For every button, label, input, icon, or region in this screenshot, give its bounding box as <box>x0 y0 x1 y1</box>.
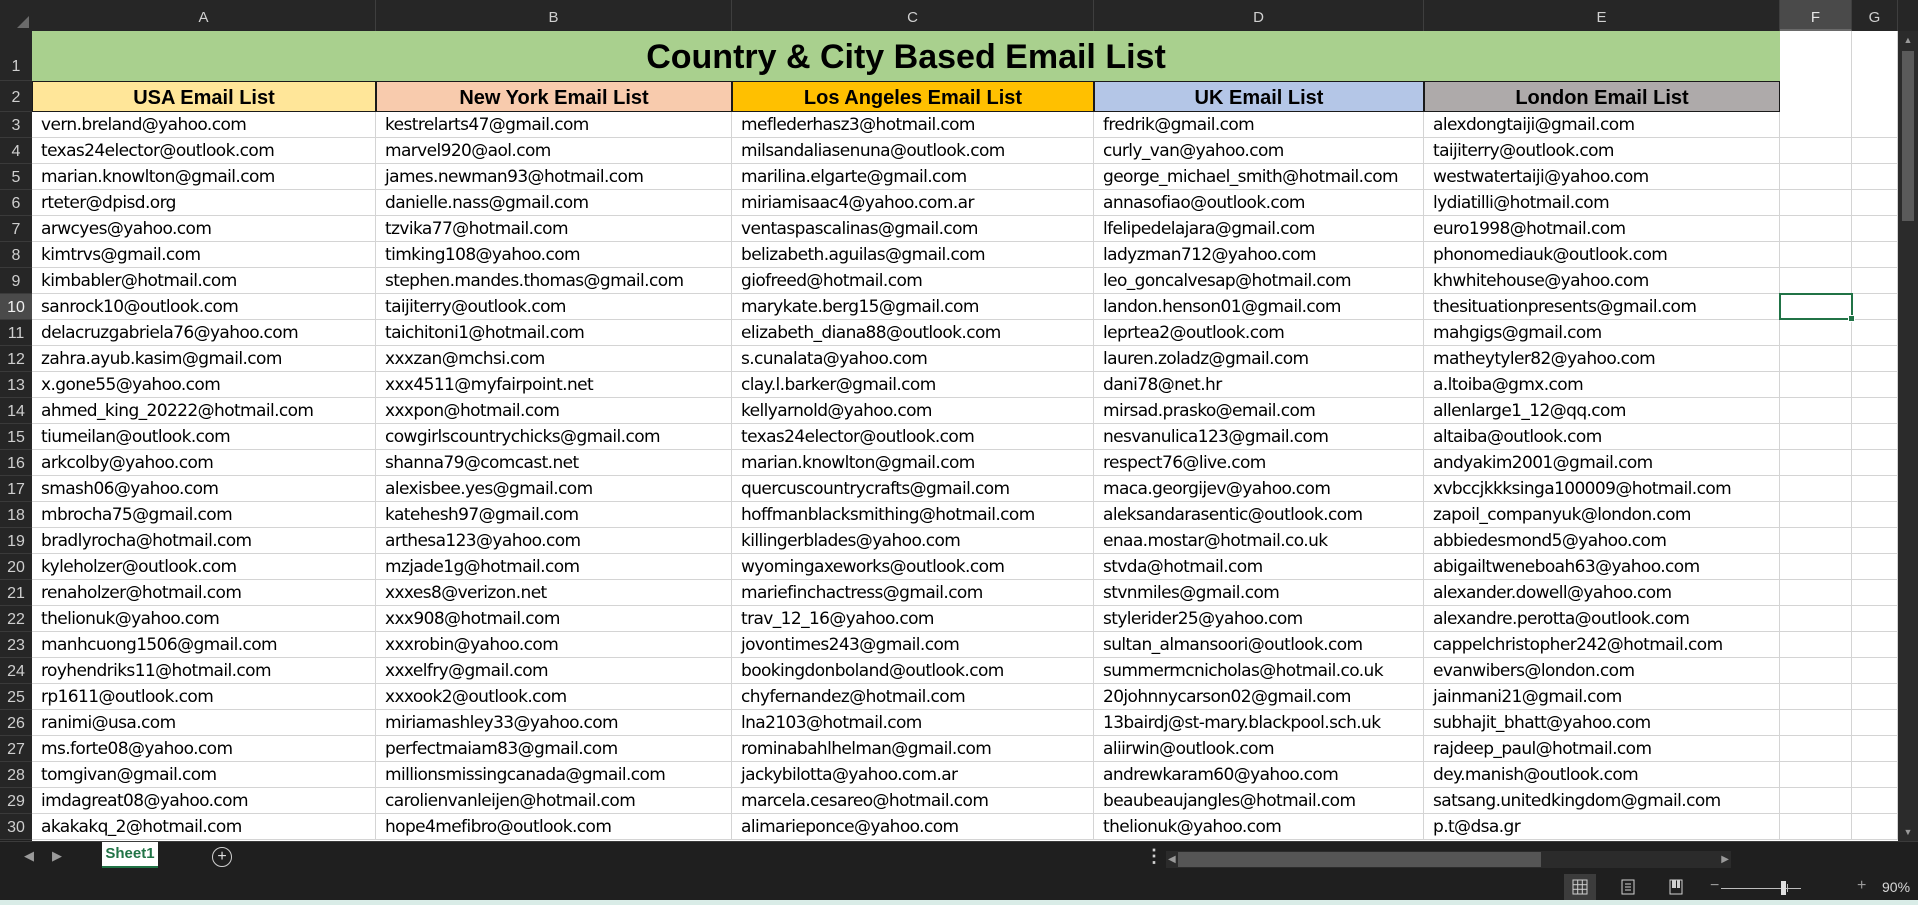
email-cell-c15[interactable]: texas24elector@outlook.com <box>732 424 1094 450</box>
header-london[interactable]: London Email List <box>1424 81 1780 112</box>
email-cell-e7[interactable]: euro1998@hotmail.com <box>1424 216 1780 242</box>
row-header-3[interactable]: 3 <box>0 112 32 138</box>
email-cell-e8[interactable]: phonomediauk@outlook.com <box>1424 242 1780 268</box>
email-cell-e27[interactable]: rajdeep_paul@hotmail.com <box>1424 736 1780 762</box>
email-cell-e23[interactable]: cappelchristopher242@hotmail.com <box>1424 632 1780 658</box>
bottom-strip <box>0 900 1918 905</box>
email-cell-c6[interactable]: miriamisaac4@yahoo.com.ar <box>732 190 1094 216</box>
email-cell-d27[interactable]: aliirwin@outlook.com <box>1094 736 1424 762</box>
email-cell-a12[interactable]: zahra.ayub.kasim@gmail.com <box>32 346 376 372</box>
email-cell-e28[interactable]: dey.manish@outlook.com <box>1424 762 1780 788</box>
empty-cell-f27[interactable] <box>1780 736 1852 762</box>
email-cell-e21[interactable]: alexander.dowell@yahoo.com <box>1424 580 1780 606</box>
email-cell-b25[interactable]: xxxook2@outlook.com <box>376 684 732 710</box>
row-header-15[interactable]: 15 <box>0 424 32 450</box>
email-cell-b8[interactable]: timking108@yahoo.com <box>376 242 732 268</box>
email-cell-a27[interactable]: ms.forte08@yahoo.com <box>32 736 376 762</box>
empty-cell-g21[interactable] <box>1852 580 1898 606</box>
email-cell-b12[interactable]: xxxzan@mchsi.com <box>376 346 732 372</box>
row-header-27[interactable]: 27 <box>0 736 32 762</box>
zoom-slider-knob[interactable] <box>1781 881 1786 895</box>
header-new-york[interactable]: New York Email List <box>376 81 732 112</box>
scroll-down-icon[interactable]: ▼ <box>1903 827 1913 837</box>
spreadsheet-grid[interactable] <box>32 31 1898 841</box>
email-cell-c23[interactable]: jovontimes243@gmail.com <box>732 632 1094 658</box>
empty-cell-f5[interactable] <box>1780 164 1852 190</box>
email-cell-e17[interactable]: xvbccjkkksinga100009@hotmail.com <box>1424 476 1780 502</box>
empty-cell-g30[interactable] <box>1852 814 1898 840</box>
email-cell-a3[interactable]: vern.breland@yahoo.com <box>32 112 376 138</box>
page-break-view-button[interactable] <box>1660 874 1692 900</box>
horizontal-scroll-thumb[interactable] <box>1178 852 1541 867</box>
row-header-21[interactable]: 21 <box>0 580 32 606</box>
email-cell-a10[interactable]: sanrock10@outlook.com <box>32 294 376 320</box>
email-cell-b30[interactable]: hope4mefibro@outlook.com <box>376 814 732 840</box>
header-uk[interactable]: UK Email List <box>1094 81 1424 112</box>
row-header-10[interactable]: 10 <box>0 294 32 320</box>
email-cell-e26[interactable]: subhajit_bhatt@yahoo.com <box>1424 710 1780 736</box>
empty-cell-g15[interactable] <box>1852 424 1898 450</box>
row-header-20[interactable]: 20 <box>0 554 32 580</box>
email-cell-c3[interactable]: meflederhasz3@hotmail.com <box>732 112 1094 138</box>
email-cell-a22[interactable]: thelionuk@yahoo.com <box>32 606 376 632</box>
empty-cell-g26[interactable] <box>1852 710 1898 736</box>
empty-cell-f7[interactable] <box>1780 216 1852 242</box>
empty-cell-f26[interactable] <box>1780 710 1852 736</box>
email-cell-d20[interactable]: stvda@hotmail.com <box>1094 554 1424 580</box>
email-cell-b29[interactable]: carolienvanleijen@hotmail.com <box>376 788 732 814</box>
row-header-5[interactable]: 5 <box>0 164 32 190</box>
email-cell-a14[interactable]: ahmed_king_20222@hotmail.com <box>32 398 376 424</box>
email-cell-b27[interactable]: perfectmaiam83@gmail.com <box>376 736 732 762</box>
empty-cell-f25[interactable] <box>1780 684 1852 710</box>
empty-cell-g12[interactable] <box>1852 346 1898 372</box>
row-header-30[interactable]: 30 <box>0 814 32 840</box>
email-cell-e9[interactable]: khwhitehouse@yahoo.com <box>1424 268 1780 294</box>
page-layout-view-button[interactable] <box>1612 874 1644 900</box>
email-cell-b23[interactable]: xxxrobin@yahoo.com <box>376 632 732 658</box>
empty-cell-g7[interactable] <box>1852 216 1898 242</box>
email-cell-c18[interactable]: hoffmanblacksmithing@hotmail.com <box>732 502 1094 528</box>
email-cell-c4[interactable]: milsandaliasenuna@outlook.com <box>732 138 1094 164</box>
row-header-25[interactable]: 25 <box>0 684 32 710</box>
email-cell-b24[interactable]: xxxelfry@gmail.com <box>376 658 732 684</box>
add-sheet-icon[interactable]: + <box>212 847 232 867</box>
empty-cell-f22[interactable] <box>1780 606 1852 632</box>
empty-cell-f15[interactable] <box>1780 424 1852 450</box>
email-cell-c17[interactable]: quercuscountrycrafts@gmail.com <box>732 476 1094 502</box>
row-header-18[interactable]: 18 <box>0 502 32 528</box>
empty-cell-g19[interactable] <box>1852 528 1898 554</box>
email-cell-a9[interactable]: kimbabler@hotmail.com <box>32 268 376 294</box>
email-cell-d28[interactable]: andrewkaram60@yahoo.com <box>1094 762 1424 788</box>
email-cell-a5[interactable]: marian.knowlton@gmail.com <box>32 164 376 190</box>
row-header-19[interactable]: 19 <box>0 528 32 554</box>
email-cell-b10[interactable]: taijiterry@outlook.com <box>376 294 732 320</box>
email-cell-d5[interactable]: george_michael_smith@hotmail.com <box>1094 164 1424 190</box>
sheet-tab-sheet1[interactable]: Sheet1 <box>102 842 158 868</box>
email-cell-e12[interactable]: matheytyler82@yahoo.com <box>1424 346 1780 372</box>
header-los-angeles[interactable]: Los Angeles Email List <box>732 81 1094 112</box>
email-cell-d22[interactable]: stylerider25@yahoo.com <box>1094 606 1424 632</box>
zoom-slider[interactable] <box>1721 888 1801 889</box>
email-cell-c7[interactable]: ventaspascalinas@gmail.com <box>732 216 1094 242</box>
empty-cell-f21[interactable] <box>1780 580 1852 606</box>
empty-cell-g25[interactable] <box>1852 684 1898 710</box>
zoom-level[interactable]: 90% <box>1882 879 1911 895</box>
email-cell-c16[interactable]: marian.knowlton@gmail.com <box>732 450 1094 476</box>
row-header-13[interactable]: 13 <box>0 372 32 398</box>
email-cell-d16[interactable]: respect76@live.com <box>1094 450 1424 476</box>
empty-cell-g10[interactable] <box>1852 294 1898 320</box>
email-cell-a28[interactable]: tomgivan@gmail.com <box>32 762 376 788</box>
email-cell-d21[interactable]: stvnmiles@gmail.com <box>1094 580 1424 606</box>
email-cell-e10[interactable]: thesituationpresents@gmail.com <box>1424 294 1780 320</box>
email-cell-b21[interactable]: xxxes8@verizon.net <box>376 580 732 606</box>
column-header-f[interactable]: F <box>1780 0 1852 31</box>
email-cell-a16[interactable]: arkcolby@yahoo.com <box>32 450 376 476</box>
empty-cell-f24[interactable] <box>1780 658 1852 684</box>
email-cell-c27[interactable]: rominabahlhelman@gmail.com <box>732 736 1094 762</box>
row-header-26[interactable]: 26 <box>0 710 32 736</box>
empty-cell-f23[interactable] <box>1780 632 1852 658</box>
empty-cell-f16[interactable] <box>1780 450 1852 476</box>
email-cell-d24[interactable]: summermcnicholas@hotmail.co.uk <box>1094 658 1424 684</box>
scroll-up-icon[interactable]: ▲ <box>1903 35 1913 45</box>
scroll-right-icon[interactable]: ▶ <box>1721 854 1729 865</box>
row-header-7[interactable]: 7 <box>0 216 32 242</box>
email-cell-e20[interactable]: abigailtweneboah63@yahoo.com <box>1424 554 1780 580</box>
page-layout-icon <box>1620 879 1636 895</box>
empty-cell-g3[interactable] <box>1852 112 1898 138</box>
column-header-d[interactable]: D <box>1094 0 1424 31</box>
email-cell-e30[interactable]: p.t@dsa.gr <box>1424 814 1780 840</box>
empty-cell-g11[interactable] <box>1852 320 1898 346</box>
email-cell-d7[interactable]: lfelipedelajara@gmail.com <box>1094 216 1424 242</box>
email-cell-d11[interactable]: leprtea2@outlook.com <box>1094 320 1424 346</box>
empty-cell-g17[interactable] <box>1852 476 1898 502</box>
row-header-9[interactable]: 9 <box>0 268 32 294</box>
empty-cell-g23[interactable] <box>1852 632 1898 658</box>
empty-cell-g29[interactable] <box>1852 788 1898 814</box>
email-cell-a13[interactable]: x.gone55@yahoo.com <box>32 372 376 398</box>
empty-cell-f20[interactable] <box>1780 554 1852 580</box>
email-cell-b4[interactable]: marvel920@aol.com <box>376 138 732 164</box>
email-cell-e19[interactable]: abbiedesmond5@yahoo.com <box>1424 528 1780 554</box>
empty-cell-g14[interactable] <box>1852 398 1898 424</box>
email-cell-d17[interactable]: maca.georgijev@yahoo.com <box>1094 476 1424 502</box>
selected-cell-f10[interactable] <box>1779 293 1853 320</box>
email-cell-a17[interactable]: smash06@yahoo.com <box>32 476 376 502</box>
email-cell-e4[interactable]: taijiterry@outlook.com <box>1424 138 1780 164</box>
email-cell-b26[interactable]: miriamashley33@yahoo.com <box>376 710 732 736</box>
more-options-icon[interactable]: ⋮ <box>1145 846 1163 866</box>
row-header-24[interactable]: 24 <box>0 658 32 684</box>
email-cell-d13[interactable]: dani78@net.hr <box>1094 372 1424 398</box>
email-cell-b18[interactable]: katehesh97@gmail.com <box>376 502 732 528</box>
empty-cell-f11[interactable] <box>1780 320 1852 346</box>
row-header-14[interactable]: 14 <box>0 398 32 424</box>
email-cell-c19[interactable]: killingerblades@yahoo.com <box>732 528 1094 554</box>
email-cell-c26[interactable]: lna2103@hotmail.com <box>732 710 1094 736</box>
email-cell-c21[interactable]: mariefinchactress@gmail.com <box>732 580 1094 606</box>
email-cell-a25[interactable]: rp1611@outlook.com <box>32 684 376 710</box>
email-cell-d26[interactable]: 13bairdj@st-mary.blackpool.sch.uk <box>1094 710 1424 736</box>
email-cell-e18[interactable]: zapoil_companyuk@london.com <box>1424 502 1780 528</box>
page-break-icon <box>1668 879 1684 895</box>
row-header-28[interactable]: 28 <box>0 762 32 788</box>
email-cell-a6[interactable]: rteter@dpisd.org <box>32 190 376 216</box>
select-all-icon <box>17 16 29 28</box>
email-cell-c20[interactable]: wyomingaxeworks@outlook.com <box>732 554 1094 580</box>
email-cell-d18[interactable]: aleksandarasentic@outlook.com <box>1094 502 1424 528</box>
email-cell-b16[interactable]: shanna79@comcast.net <box>376 450 732 476</box>
row-header-22[interactable]: 22 <box>0 606 32 632</box>
email-cell-a26[interactable]: ranimi@usa.com <box>32 710 376 736</box>
empty-cell-g16[interactable] <box>1852 450 1898 476</box>
email-cell-b9[interactable]: stephen.mandes.thomas@gmail.com <box>376 268 732 294</box>
empty-cell-g6[interactable] <box>1852 190 1898 216</box>
email-cell-d10[interactable]: landon.henson01@gmail.com <box>1094 294 1424 320</box>
row-header-29[interactable]: 29 <box>0 788 32 814</box>
email-cell-e14[interactable]: allenlarge1_12@qq.com <box>1424 398 1780 424</box>
email-cell-c10[interactable]: marykate.berg15@gmail.com <box>732 294 1094 320</box>
normal-view-button[interactable] <box>1564 874 1596 900</box>
email-cell-c30[interactable]: alimarieponce@yahoo.com <box>732 814 1094 840</box>
sheet-tab-bar <box>0 841 1918 875</box>
row-header-2[interactable]: 2 <box>0 81 32 112</box>
email-cell-d15[interactable]: nesvanulica123@gmail.com <box>1094 424 1424 450</box>
email-cell-a20[interactable]: kyleholzer@outlook.com <box>32 554 376 580</box>
email-cell-d3[interactable]: fredrik@gmail.com <box>1094 112 1424 138</box>
email-cell-e25[interactable]: jainmani21@gmail.com <box>1424 684 1780 710</box>
column-header-a[interactable]: A <box>32 0 376 31</box>
email-cell-d23[interactable]: sultan_almansoori@outlook.com <box>1094 632 1424 658</box>
empty-cell-g28[interactable] <box>1852 762 1898 788</box>
email-cell-c24[interactable]: bookingdonboland@outlook.com <box>732 658 1094 684</box>
column-header-e[interactable]: E <box>1424 0 1780 31</box>
empty-cell-f6[interactable] <box>1780 190 1852 216</box>
email-cell-a30[interactable]: akakakq_2@hotmail.com <box>32 814 376 840</box>
email-cell-c5[interactable]: marilina.elgarte@gmail.com <box>732 164 1094 190</box>
empty-cell-g8[interactable] <box>1852 242 1898 268</box>
email-cell-c13[interactable]: clay.l.barker@gmail.com <box>732 372 1094 398</box>
email-cell-a15[interactable]: tiumeilan@outlook.com <box>32 424 376 450</box>
grid-view-icon <box>1572 879 1588 895</box>
email-cell-b13[interactable]: xxx4511@myfairpoint.net <box>376 372 732 398</box>
empty-cell-f18[interactable] <box>1780 502 1852 528</box>
empty-cell-g24[interactable] <box>1852 658 1898 684</box>
email-cell-e16[interactable]: andyakim2001@gmail.com <box>1424 450 1780 476</box>
email-cell-c11[interactable]: elizabeth_diana88@outlook.com <box>732 320 1094 346</box>
email-cell-c22[interactable]: trav_12_16@yahoo.com <box>732 606 1094 632</box>
column-header-b[interactable]: B <box>376 0 732 31</box>
empty-cell-f14[interactable] <box>1780 398 1852 424</box>
email-cell-d6[interactable]: annasofiao@outlook.com <box>1094 190 1424 216</box>
email-cell-a7[interactable]: arwcyes@yahoo.com <box>32 216 376 242</box>
email-cell-d9[interactable]: leo_goncalvesap@hotmail.com <box>1094 268 1424 294</box>
email-cell-a18[interactable]: mbrocha75@gmail.com <box>32 502 376 528</box>
email-cell-d19[interactable]: enaa.mostar@hotmail.co.uk <box>1094 528 1424 554</box>
row-header-11[interactable]: 11 <box>0 320 32 346</box>
select-all-button[interactable] <box>0 0 32 31</box>
email-cell-b17[interactable]: alexisbee.yes@gmail.com <box>376 476 732 502</box>
empty-cell-g13[interactable] <box>1852 372 1898 398</box>
row-header-4[interactable]: 4 <box>0 138 32 164</box>
email-cell-e15[interactable]: altaiba@outlook.com <box>1424 424 1780 450</box>
email-cell-c8[interactable]: belizabeth.aguilas@gmail.com <box>732 242 1094 268</box>
email-cell-c29[interactable]: marcela.cesareo@hotmail.com <box>732 788 1094 814</box>
zoom-slider-center-tick <box>1787 884 1788 892</box>
row-header-8[interactable]: 8 <box>0 242 32 268</box>
row-header-17[interactable]: 17 <box>0 476 32 502</box>
status-bar <box>0 874 1918 900</box>
title-cell[interactable]: Country & City Based Email List <box>32 31 1780 81</box>
zoom-out-button[interactable]: − <box>1710 877 1720 894</box>
empty-cell-f12[interactable] <box>1780 346 1852 372</box>
email-cell-b15[interactable]: cowgirlscountrychicks@gmail.com <box>376 424 732 450</box>
email-cell-d4[interactable]: curly_van@yahoo.com <box>1094 138 1424 164</box>
empty-cell-f17[interactable] <box>1780 476 1852 502</box>
zoom-in-button[interactable]: + <box>1857 877 1867 894</box>
empty-cell-f9[interactable] <box>1780 268 1852 294</box>
email-cell-a11[interactable]: delacruzgabriela76@yahoo.com <box>32 320 376 346</box>
empty-cell-g20[interactable] <box>1852 554 1898 580</box>
empty-cell-g1[interactable] <box>1852 31 1898 112</box>
email-cell-b11[interactable]: taichitoni1@hotmail.com <box>376 320 732 346</box>
empty-cell-f8[interactable] <box>1780 242 1852 268</box>
email-cell-c9[interactable]: giofreed@hotmail.com <box>732 268 1094 294</box>
email-cell-a21[interactable]: renaholzer@hotmail.com <box>32 580 376 606</box>
tab-prev-icon[interactable]: ◀ <box>24 848 34 863</box>
email-cell-b28[interactable]: millionsmissingcanada@gmail.com <box>376 762 732 788</box>
email-cell-d30[interactable]: thelionuk@yahoo.com <box>1094 814 1424 840</box>
empty-cell-f13[interactable] <box>1780 372 1852 398</box>
empty-cell-f3[interactable] <box>1780 112 1852 138</box>
email-cell-c25[interactable]: chyfernandez@hotmail.com <box>732 684 1094 710</box>
email-cell-a29[interactable]: imdagreat08@yahoo.com <box>32 788 376 814</box>
email-cell-d25[interactable]: 20johnnycarson02@gmail.com <box>1094 684 1424 710</box>
column-header-bar <box>0 0 1918 31</box>
email-cell-e3[interactable]: alexdongtaiji@gmail.com <box>1424 112 1780 138</box>
email-cell-a23[interactable]: manhcuong1506@gmail.com <box>32 632 376 658</box>
horizontal-scrollbar[interactable] <box>1166 851 1731 868</box>
row-header-12[interactable]: 12 <box>0 346 32 372</box>
email-cell-d29[interactable]: beaubeaujangles@hotmail.com <box>1094 788 1424 814</box>
email-cell-b14[interactable]: xxxpon@hotmail.com <box>376 398 732 424</box>
empty-cell-f28[interactable] <box>1780 762 1852 788</box>
email-cell-e11[interactable]: mahgigs@gmail.com <box>1424 320 1780 346</box>
empty-cell-f29[interactable] <box>1780 788 1852 814</box>
email-cell-e13[interactable]: a.ltoiba@gmx.com <box>1424 372 1780 398</box>
email-cell-a19[interactable]: bradlyrocha@hotmail.com <box>32 528 376 554</box>
vertical-scroll-thumb[interactable] <box>1902 51 1914 221</box>
row-header-23[interactable]: 23 <box>0 632 32 658</box>
email-cell-a4[interactable]: texas24elector@outlook.com <box>32 138 376 164</box>
email-cell-e24[interactable]: evanwibers@london.com <box>1424 658 1780 684</box>
email-cell-e5[interactable]: westwatertaiji@yahoo.com <box>1424 164 1780 190</box>
empty-cell-f19[interactable] <box>1780 528 1852 554</box>
email-cell-b6[interactable]: danielle.nass@gmail.com <box>376 190 732 216</box>
empty-cell-f4[interactable] <box>1780 138 1852 164</box>
email-cell-d14[interactable]: mirsad.prasko@email.com <box>1094 398 1424 424</box>
empty-cell-f30[interactable] <box>1780 814 1852 840</box>
empty-cell-g18[interactable] <box>1852 502 1898 528</box>
email-cell-b20[interactable]: mzjade1g@hotmail.com <box>376 554 732 580</box>
empty-cell-g22[interactable] <box>1852 606 1898 632</box>
email-cell-d12[interactable]: lauren.zoladz@gmail.com <box>1094 346 1424 372</box>
empty-cell-g27[interactable] <box>1852 736 1898 762</box>
email-cell-b3[interactable]: kestrelarts47@gmail.com <box>376 112 732 138</box>
email-cell-e6[interactable]: lydiatilli@hotmail.com <box>1424 190 1780 216</box>
email-cell-d8[interactable]: ladyzman712@yahoo.com <box>1094 242 1424 268</box>
empty-cell-f1[interactable] <box>1780 31 1852 112</box>
email-cell-b19[interactable]: arthesa123@yahoo.com <box>376 528 732 554</box>
email-cell-b22[interactable]: xxx908@hotmail.com <box>376 606 732 632</box>
email-cell-b5[interactable]: james.newman93@hotmail.com <box>376 164 732 190</box>
vertical-scrollbar[interactable] <box>1898 31 1918 841</box>
column-header-c[interactable]: C <box>732 0 1094 31</box>
empty-cell-g5[interactable] <box>1852 164 1898 190</box>
email-cell-a8[interactable]: kimtrvs@gmail.com <box>32 242 376 268</box>
email-cell-b7[interactable]: tzvika77@hotmail.com <box>376 216 732 242</box>
email-cell-e22[interactable]: alexandre.perotta@outlook.com <box>1424 606 1780 632</box>
empty-cell-g4[interactable] <box>1852 138 1898 164</box>
row-header-1[interactable]: 1 <box>0 31 32 81</box>
email-cell-e29[interactable]: satsang.unitedkingdom@gmail.com <box>1424 788 1780 814</box>
column-header-g[interactable]: G <box>1852 0 1898 31</box>
email-cell-c28[interactable]: jackybilotta@yahoo.com.ar <box>732 762 1094 788</box>
row-header-16[interactable]: 16 <box>0 450 32 476</box>
tab-next-icon[interactable]: ▶ <box>52 848 62 863</box>
header-usa[interactable]: USA Email List <box>32 81 376 112</box>
row-header-6[interactable]: 6 <box>0 190 32 216</box>
email-cell-c14[interactable]: kellyarnold@yahoo.com <box>732 398 1094 424</box>
email-cell-c12[interactable]: s.cunalata@yahoo.com <box>732 346 1094 372</box>
scroll-left-icon[interactable]: ◀ <box>1168 854 1176 865</box>
empty-cell-g9[interactable] <box>1852 268 1898 294</box>
email-cell-a24[interactable]: royhendriks11@hotmail.com <box>32 658 376 684</box>
